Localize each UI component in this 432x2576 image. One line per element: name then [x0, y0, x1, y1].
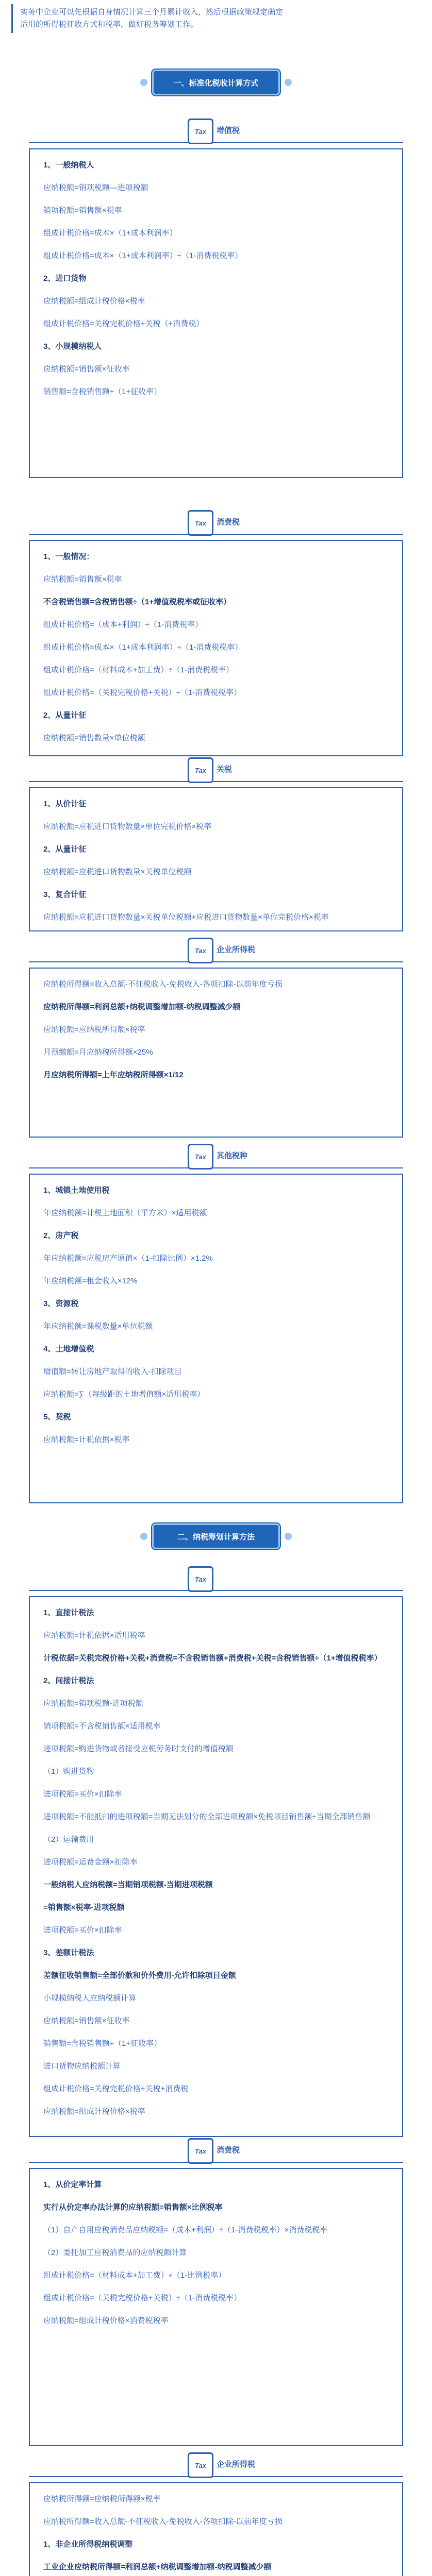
formula-line: （1）购进货物	[43, 1767, 94, 1776]
section-subheading: 2、从量计征	[43, 711, 87, 720]
formula-line: 进项税额=买价×扣除率	[43, 1926, 122, 1935]
section-subheading: 1、一般纳税人	[43, 161, 94, 170]
section-divider	[29, 2476, 403, 2477]
section-card	[29, 787, 403, 931]
section-title: 增值税	[217, 126, 240, 135]
section-divider	[29, 1590, 403, 1591]
tax-logo-icon: Tax	[188, 1566, 213, 1592]
section-card	[29, 540, 403, 756]
tax-logo-icon: Tax	[188, 1144, 213, 1170]
tax-logo-icon: Tax	[188, 938, 213, 963]
tax-logo-icon: Tax	[188, 757, 213, 783]
section-subheading: 1、一般情况：	[43, 552, 94, 561]
section-subheading: 3、差额计税法	[43, 1948, 94, 1957]
formula-line: 应纳税所得额=收入总额-不征税收入-免税收入-各项扣除-以前年度亏损	[43, 2517, 283, 2526]
intro-note	[11, 4, 288, 33]
tax-logo-icon: Tax	[188, 510, 213, 536]
formula-line: 应纳税额=销售数量×单位税额	[43, 734, 145, 742]
formula-line: 年应纳税额=应税房产原值×（1-扣除比例）×1.2%	[43, 1254, 213, 1263]
formula-line: 差额征收销售额=全部价款和价外费用-允许扣除项目金额	[43, 1971, 236, 1980]
part-one-banner	[154, 71, 278, 94]
section-card	[29, 1174, 403, 1503]
section-subheading: 2、从量计征	[43, 845, 87, 854]
section-divider	[29, 1167, 403, 1168]
formula-line: 组成计税价格=（材料成本+加工费）÷（1-比例税率）	[43, 2271, 226, 2280]
formula-line: 进口货物应纳税额计算	[43, 2062, 121, 2071]
formula-line: 年应纳税额=租金收入×12%	[43, 1277, 138, 1285]
formula-line: 组成计税价格=成本×（1+成本利润率）÷（1-消费税税率）	[43, 251, 243, 260]
part-one-banner-label: 一、标准化税收计算方式	[173, 78, 259, 88]
section-subheading: 3、小规模纳税人	[43, 342, 102, 351]
part-two-banner	[154, 1525, 278, 1548]
formula-line: 组成计税价格=（关税完税价格+关税）÷（1-消费税税率）	[43, 688, 242, 697]
section-title: 其他税种	[217, 1151, 248, 1160]
formula-line: 销售额=含税销售额÷（1+征收率）	[43, 2039, 162, 2048]
section-subheading: 1、非企业所得税纳税调整	[43, 2540, 133, 2549]
section-subheading: 2、进口货物	[43, 274, 87, 283]
formula-line: 不含税销售额=含税销售额÷（1+增值税税率或征收率）	[43, 598, 231, 606]
formula-line: 进项税额=运费金额×扣除率	[43, 1858, 138, 1867]
formula-line: 应纳税额=计税依据×适用税率	[43, 1631, 145, 1640]
section-divider	[29, 534, 403, 535]
formula-line: 应纳税额=组成计税价格×税率	[43, 297, 145, 306]
section-title: 关税	[217, 765, 232, 774]
formula-line: 应纳税额=销售额×征收率	[43, 365, 130, 374]
formula-line: 应纳税额=∑（每级距的土地增值额×适用税率）	[43, 1390, 205, 1399]
formula-line: （2）运输费用	[43, 1835, 94, 1844]
section-subheading: 2、房产税	[43, 1231, 79, 1240]
formula-line: 组成计税价格=（材料成本+加工费）÷（1-消费税税率）	[43, 666, 234, 674]
formula-line: 月应纳税所得额=上年应纳税所得额×1/12	[43, 1071, 184, 1079]
formula-line: 组成计税价格=关税完税价格+关税+消费税	[43, 2084, 189, 2093]
formula-line: 进项税额=买价×扣除率	[43, 1790, 122, 1799]
formula-line: 销项税额=不含税销售额×适用税率	[43, 1722, 161, 1731]
section-title: 消费税	[217, 518, 240, 527]
section-subheading: 5、契税	[43, 1413, 71, 1421]
section-subheading: 1、从价定率计算	[43, 2180, 102, 2189]
formula-line: 应纳税额=应纳税所得额×税率	[43, 1025, 145, 1034]
section-card	[29, 1596, 403, 2137]
section-subheading: 1、直接计税法	[43, 1608, 94, 1617]
formula-line: 月预缴额=月应纳税所得额×25%	[43, 1048, 153, 1057]
formula-line: 销项税额=销售额×税率	[43, 206, 122, 215]
formula-line: 组成计税价格=关税完税价格+关税（+消费税）	[43, 319, 204, 328]
formula-line: 组成计税价格=成本×（1+成本利润率）÷（1-消费税税率）	[43, 643, 243, 652]
formula-line: 应纳税额=销项税额-进项税额	[43, 1699, 143, 1708]
formula-line: 进项税额=购进货物或者接受应税劳务时支付的增值税额	[43, 1744, 234, 1753]
tax-logo-icon: Tax	[188, 2452, 213, 2478]
section-card	[29, 2482, 403, 2576]
formula-line: 销售额=含税销售额÷（1+征收率）	[43, 387, 162, 396]
formula-line: 应纳税额=应税进口货物数量×单位完税价格×税率	[43, 822, 212, 831]
section-title: 企业所得税	[217, 2460, 256, 2469]
formula-line: 应纳税额=销售额×征收率	[43, 2016, 130, 2025]
tax-logo-icon: Tax	[188, 118, 213, 144]
formula-line: 应纳税额=应税进口货物数量×关税单位税额+应税进口货物数量×单位完税价格×税率	[43, 913, 329, 922]
formula-line: 应纳税额=销售额×税率	[43, 575, 122, 584]
section-card	[29, 148, 403, 478]
section-title: 企业所得税	[217, 945, 256, 954]
part-two-banner-label: 二、纳税筹划计算方法	[177, 1532, 255, 1541]
section-subheading: 4、土地增值税	[43, 1345, 94, 1353]
formula-line: 应纳税额=组成计税价格×消费税税率	[43, 2316, 169, 2325]
tax-logo-icon: Tax	[188, 2138, 213, 2164]
section-subheading: 2、间接计税法	[43, 1676, 94, 1685]
formula-line: 应纳税所得额=利润总额+纳税调整增加额-纳税调整减少额	[43, 1003, 241, 1011]
formula-line: 一般纳税人应纳税额=当期销项税额-当期进项税额	[43, 1880, 213, 1889]
section-divider	[29, 142, 403, 143]
section-subheading: 3、复合计征	[43, 890, 87, 899]
section-card	[29, 2168, 403, 2446]
section-divider	[29, 961, 403, 962]
formula-line: 应纳税所得额=收入总额-不征税收入-免税收入-各项扣除-以前年度亏损	[43, 980, 283, 989]
formula-line: 年应纳税额=课税数量×单位税额	[43, 1322, 153, 1331]
formula-line: 小规模纳税人应纳税额计算	[43, 1994, 137, 2003]
formula-line: 应纳税额=组成计税价格×税率	[43, 2107, 145, 2116]
formula-line: 应纳税额=应税进口货物数量×关税单位税额	[43, 868, 192, 876]
formula-line: （1）自产自用应税消费品应纳税额=（成本+利润）÷（1-消费税税率）×消费税税率	[43, 2226, 328, 2234]
formula-line: 组成计税价格=成本×（1+成本利润率）	[43, 229, 177, 238]
section-divider	[29, 781, 403, 782]
formula-line: 应纳税额=计税依据×税率	[43, 1435, 130, 1444]
section-card	[29, 968, 403, 1138]
formula-line: 年应纳税额=计税土地面积（平方米）×适用税额	[43, 1209, 207, 1217]
formula-line: 工业企业应纳税所得额=利润总额+纳税调整增加额-纳税调整减少额	[43, 2563, 272, 2571]
formula-line: 进项税额=不能抵扣的进项税额=当期无法划分的全部进项税额×免税项目销售额÷当期全部销售额	[43, 1812, 371, 1821]
formula-line: =销售额×税率-进项税额	[43, 1903, 125, 1912]
formula-line: 组成计税价格=（关税完税价格+关税）÷（1-消费税税率）	[43, 2294, 242, 2302]
formula-line: 组成计税价格=（成本+利润）÷（1-消费税率）	[43, 620, 203, 629]
intro-text: 实务中企业可以先根据自身情况计算三个月累计收入，然后根据政策规定确定适用的所得税征收方式和税率，做好税务筹划工作。	[20, 8, 284, 29]
section-divider	[29, 2162, 403, 2163]
section-subheading: 1、城镇土地使用税	[43, 1186, 110, 1195]
formula-line: （2）委托加工应税消费品的应纳税额计算	[43, 2248, 187, 2257]
section-subheading: 1、从价计征	[43, 800, 87, 808]
section-title: 消费税	[217, 2146, 240, 2155]
section-subheading: 3、资源税	[43, 1299, 79, 1308]
formula-line: 实行从价定率办法计算的应纳税额=销售额×比例税率	[43, 2203, 223, 2212]
formula-line: 应纳税额=销项税额—进项税额	[43, 183, 148, 192]
formula-line: 增值额=转让房地产取得的收入-扣除项目	[43, 1367, 182, 1376]
formula-line: 计税依据=关税完税价格+关税+消费税=不含税销售额+消费税+关税=含税销售额÷（1+增值税税率）	[43, 1654, 382, 1663]
formula-line: 应纳税所得额=应纳税所得额×税率	[43, 2495, 161, 2503]
